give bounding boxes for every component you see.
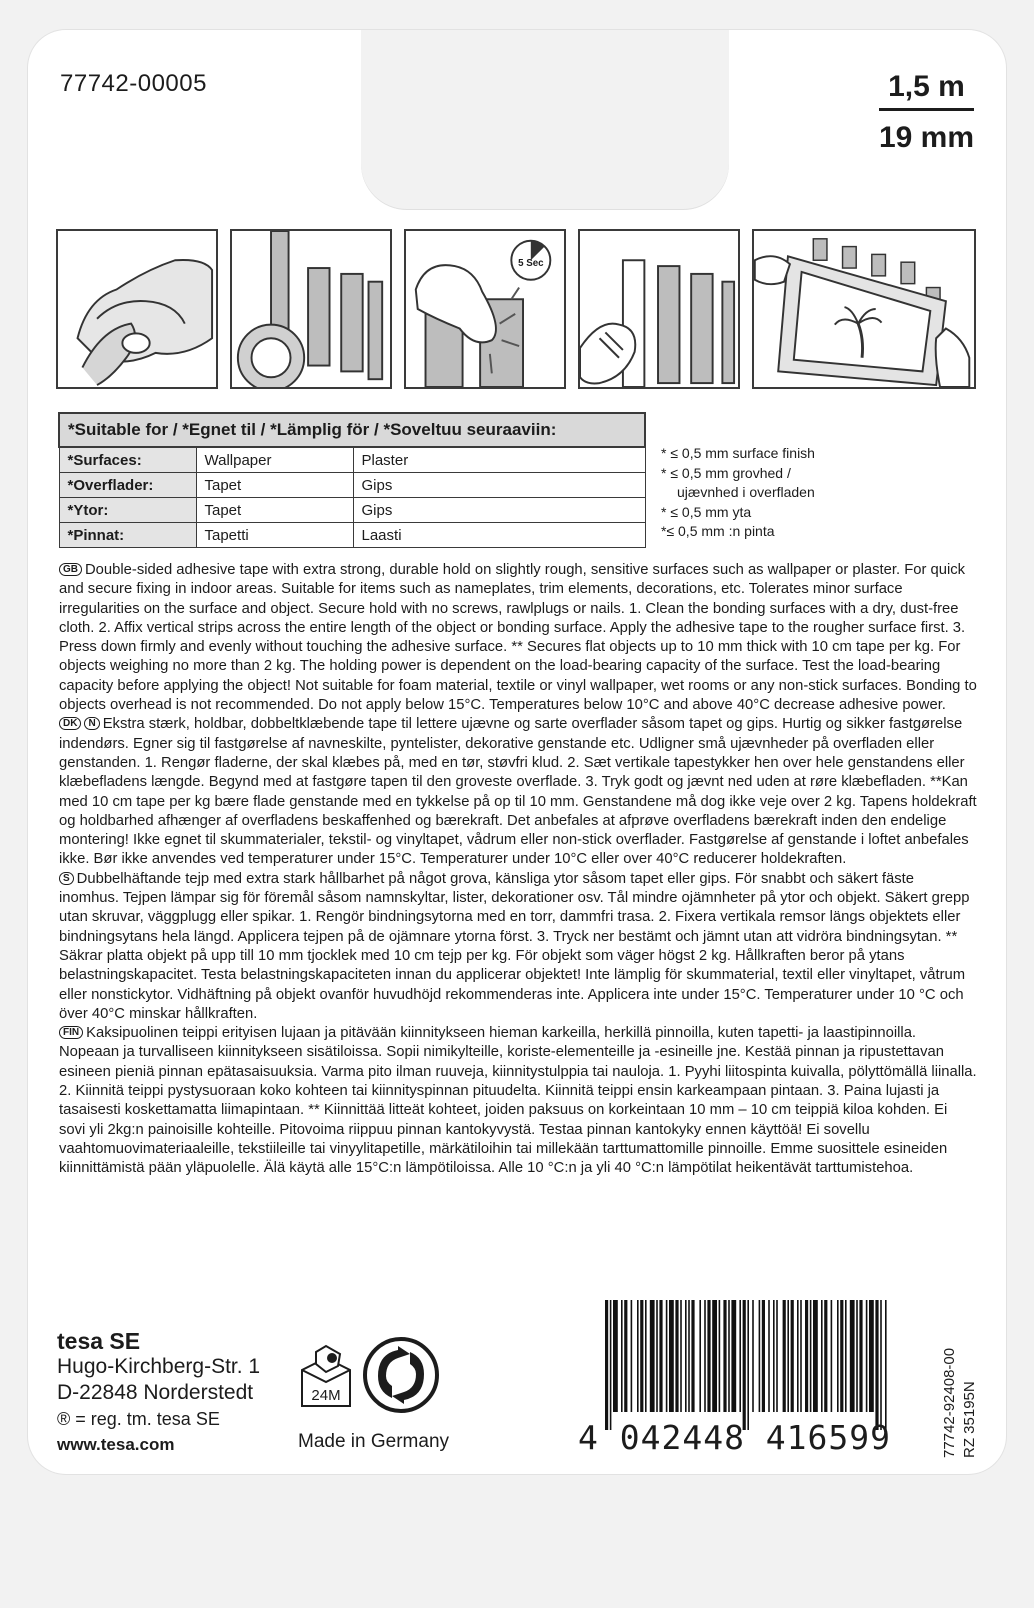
barcode-bar	[666, 1300, 668, 1412]
barcode-bar	[637, 1300, 639, 1412]
barcode-bar	[875, 1300, 878, 1430]
barcode-bar	[669, 1300, 674, 1412]
row-label: *Surfaces:	[59, 447, 196, 473]
description-s	[59, 870, 977, 1024]
barcode-bar	[797, 1300, 799, 1412]
row-label: *Ytor:	[59, 498, 196, 523]
barcode-bar	[824, 1300, 827, 1412]
barcode-bar	[605, 1300, 608, 1430]
suitability-table	[58, 412, 646, 548]
barcode-bar	[859, 1300, 862, 1412]
barcode-icon	[575, 1300, 895, 1430]
barcode-bar	[805, 1300, 808, 1412]
tape-strips-icon	[230, 229, 392, 389]
surface-notes	[661, 444, 861, 542]
barcode-bar	[691, 1300, 694, 1412]
table-row	[59, 447, 645, 473]
surface-b: Laasti	[353, 523, 645, 548]
barcode-bar	[880, 1300, 882, 1430]
description-fin	[59, 1024, 977, 1178]
barcode-bar	[688, 1300, 690, 1412]
timer-label: 5 Sec	[518, 258, 544, 270]
table-row	[59, 523, 645, 548]
surface-a: Wallpaper	[196, 447, 353, 473]
barcode-bar	[704, 1300, 706, 1412]
barcode-bar	[762, 1300, 765, 1412]
barcode-bar	[837, 1300, 839, 1412]
barcode-bar	[624, 1300, 627, 1412]
barcode-bar	[821, 1300, 823, 1412]
barcode-bar	[650, 1300, 655, 1412]
language-badge-gb: GB	[59, 563, 82, 576]
note: * ≤ 0,5 mm yta	[661, 503, 752, 520]
article-number: 77742-00005	[60, 70, 207, 97]
trademark-note: ® = reg. tm. tesa SE	[57, 1409, 220, 1429]
barcode-bar	[731, 1300, 736, 1412]
barcode-bar	[800, 1300, 802, 1412]
size-label	[879, 70, 974, 155]
barcode-bar	[723, 1300, 726, 1412]
surface-b: Gips	[353, 498, 645, 523]
barcode-bar	[675, 1300, 678, 1412]
shelf-life-icon	[298, 1344, 354, 1414]
barcode-bar	[659, 1300, 662, 1412]
product-descriptions	[59, 561, 977, 1179]
street: Hugo-Kirchberg-Str. 1	[57, 1355, 261, 1378]
barcode-bar	[866, 1300, 868, 1412]
surface-b: Plaster	[353, 447, 645, 473]
hang-hole	[361, 30, 729, 210]
barcode-bar	[885, 1300, 887, 1430]
table-row	[59, 473, 645, 498]
barcode-number: 4 042448 416599	[578, 1418, 892, 1457]
language-badge-n: N	[84, 717, 99, 730]
barcode-bar	[613, 1300, 618, 1412]
green-dot-recycle-icon	[362, 1336, 440, 1414]
barcode-bar	[739, 1300, 741, 1412]
press-timer-icon	[404, 229, 566, 389]
row-label: *Overflader:	[59, 473, 196, 498]
suitability-heading: *Suitable for / *Egnet til / *Lämplig för / *Soveltuu seuraaviin:	[59, 413, 645, 447]
description-text: Double-sided adhesive tape with extra strong, durable hold on slightly rough, sensitive surfaces such as wallpaper or plaster. For quick and secure fixing in indoor areas. Suitable for items such as nameplates, trim elements, decorations, etc. Tolerates minor surface irregularities on the surface and object. Secure hold with no screws, rawlplugs or nails. 1. Clean the bonding surfaces with a dry, dust-free cloth. 2. Affix vertical strips across the entire length of the object or bonding surface. Apply the adhesive tape to the rougher surface first. 3. Press down firmly and evenly without touching the adhesive surface. ** Secures flat objects up to 10 mm thick with 10 cm tape per kg. For objects weighing no more than 2 kg. The holding power is dependent on the load-bearing capacity of the surface. Test the load-bearing capacity before applying the object! Not suitable for foam material, textile or vinyl wallpaper, wet rooms or any non-stick surfaces. Bonding to objects overhead is not recommended. Do not apply below 15°C. Temperatures below 10°C and above 40°C decrease adhesive power.	[59, 562, 977, 714]
barcode-bar	[813, 1300, 818, 1412]
company-address	[57, 1328, 260, 1458]
table-row	[59, 498, 645, 523]
row-label: *Pinnat:	[59, 523, 196, 548]
barcode-bar	[845, 1300, 847, 1412]
barcode-bar	[631, 1300, 633, 1412]
barcode-bar	[610, 1300, 612, 1430]
barcode-bar	[728, 1300, 730, 1412]
barcode-bar	[656, 1300, 658, 1412]
note: * ≤ 0,5 mm surface finish	[661, 445, 815, 461]
barcode-bar	[787, 1300, 789, 1412]
barcode-bar	[831, 1300, 833, 1412]
barcode-bar	[747, 1300, 749, 1430]
barcode-bar	[773, 1300, 775, 1412]
note: ujævnhed i overfladen	[677, 484, 815, 500]
note: *≤ 0,5 mm :n pinta	[661, 523, 775, 539]
barcode-bar	[856, 1300, 858, 1412]
hang-picture-icon	[752, 229, 976, 389]
barcode-bar	[776, 1300, 778, 1412]
print-codes	[940, 1347, 980, 1608]
website-link[interactable]: www.tesa.com	[57, 1435, 175, 1454]
instruction-panels	[56, 229, 978, 391]
language-badge-fin: FIN	[59, 1026, 83, 1039]
barcode-bar	[840, 1300, 843, 1412]
description-gb	[59, 561, 977, 715]
city: D-22848 Norderstedt	[57, 1381, 254, 1404]
surface-b: Gips	[353, 473, 645, 498]
barcode-bar	[685, 1300, 687, 1412]
description-text: Dubbelhäftande tejp med extra stark hållbarhet på något grova, känsliga ytor såsom tapet eller gips. För snabbt och säkert fäste inomhus. Tejpen lämpar sig för föremål såsom namnskyltar, lister, dekorationer osv. Tål mindre ojämnheter på ytor och objekt. Säkert grepp utan skruvar, väggplugg eller spikar. 1. Rengör bindningsytorna med en torr, dammfri trasa. 2. Fixera vertikala remsor längs objektets eller bindningsytans hela längd. Applicera tejpen på de ojämnare ytorna först. 3. Tryck ner bestämt och jämnt utan att vidröra bindningsytan. ** Säkrar platta objekt på upp till 10 mm tjocklek med 10 cm tejp per kg. För objekt som väger högst 2 kg. Hållkraften beror på ytans belastningskapacitet. Testa belastningskapaciteten innan du applicerar objektet! Inte lämplig för skummaterial, textil eller vinyltapet, våtrum eller nonstickytor. Vidhäftning på objekt ovanför huvudhöjd rekommenderas inte. Applicera inte under 15°C. Temperaturer under 10 °C och över 40°C minskar hållkraften.	[59, 870, 970, 1022]
tape-width: 19 mm	[878, 121, 974, 154]
barcode-bar	[719, 1300, 721, 1412]
shelf-life-label: 24M	[311, 1387, 341, 1404]
print-code-b: RZ 35195N	[961, 1381, 978, 1458]
barcode-bar	[712, 1300, 717, 1412]
barcode-bar	[707, 1300, 710, 1412]
barcode-bar	[759, 1300, 761, 1412]
description-text: Kaksipuolinen teippi erityisen lujaan ja pitävään kiinnitykseen hieman karkeilla, herkillä pinnoilla, kuten tapetti- ja laastipinnoilla. Nopeaan ja turvalliseen kiinnitykseen sisätiloissa. Sopii nimikylteille, koriste-elementeille ja -esineille jne. Kestää pinnan ja ripustettavan esineen pieniä pinnan epätasaisuuksia. Varma pito ilman ruuveja, kiinnitystulppia tai nauloja. 1. Pyyhi liitospinta kuivalla, pölyttömällä liinalla. 2. Kiinnitä teippi pystysuoraan koko kohteen tai kiinnityspinnan pituudelta. Kiinnitä teippi ensin karkeampaan pintaan. 3. Paina lujasti ja tasaisesti koskettamatta liimapintaan. ** Kiinnittää litteät kohteet, joiden paksuus on korkeintaan 10 mm – 10 cm teippiä kiloa kohden. Ei sovi yli 2kg:n painoisille kohteille. Pitovoima riippuu pinnan kantokyvystä. Testaa pinnan kantokyky ennen käyttöä! Ei sovellu vaahtomuovimateriaaleille, tekstiileille tai vinyylitapetille, märkätiloihin tai millekään tarttumattomille pinnoille. Emme suosittele esineiden kiinnittämistä pään yläpuolelle. Älä käytä alle 15°C:n lämpötiloissa. Alle 10 °C:n ja yli 40 °C:n lämpötilat heikentävät tarttumistehoa.	[59, 1025, 977, 1177]
barcode-bar	[768, 1300, 770, 1412]
print-code-a: 77742-92408-00	[941, 1347, 958, 1458]
company-name: tesa SE	[57, 1328, 141, 1354]
surface-a: Tapet	[196, 498, 353, 523]
surface-a: Tapet	[196, 473, 353, 498]
description-text: Ekstra stærk, holdbar, dobbeltklæbende tape til lettere ujævne og sarte overflader såsom tapet og gips. Hurtig og sikker fastgørelse indendørs. Egner sig til fastgørelse af navneskilte, pyntelister, dekorative genstande etc. Udligner små ujævnheder på overfladen eller genstanden. 1. Rengør fladerne, der skal klæbes på, med en tør, støvfri klud. 2. Sæt vertikale tapestykker hen over hele genstandens eller klæbefladens længde. Begynd med at fastgøre tapen til den groveste overflade. 3. Tryk godt og jævnt ned uden at røre klæbefladen. **Kan med 10 cm tape per kg bære flade genstande med en tykkelse på op til 10 mm. Genstandene må dog ikke veje over 2 kg. Tapens holdekraft og holdbarhed afhænger af overfladens beskaffenhed og bærekraft. Det anbefales at afprøve overfladens bærekraft inden den endelige montering! Ikke egnet til skummaterialer, tekstil- og vinyltapet, vådrum eller non-stick overflader. Fastgørelse af genstande i loftet anbefales ikke. Bør ikke anvendes ved temperaturer under 15°C. Temperaturer under 10°C eller over 40°C reducerer holdekraften.	[59, 716, 977, 868]
barcode-bar	[699, 1300, 701, 1412]
language-badge-dk: DK	[59, 717, 81, 730]
barcode-bar	[621, 1300, 623, 1412]
surface-a: Tapetti	[196, 523, 353, 548]
made-in-label: Made in Germany	[298, 1431, 450, 1452]
tape-length: 1,5 m	[879, 70, 974, 111]
barcode-bar	[850, 1300, 855, 1412]
cleaning-cloth-icon	[56, 229, 218, 389]
barcode-bar	[810, 1300, 812, 1412]
barcode-bar	[783, 1300, 786, 1412]
barcode-bar	[640, 1300, 643, 1412]
barcode-bar	[752, 1300, 754, 1412]
barcode-bar	[791, 1300, 794, 1412]
barcode-bar	[743, 1300, 746, 1430]
barcode-bar	[680, 1300, 682, 1412]
description-dk	[59, 715, 977, 869]
apply-tape-icon	[578, 229, 740, 389]
note: * ≤ 0,5 mm grovhed /	[661, 464, 791, 481]
barcode-bar	[869, 1300, 874, 1412]
barcode-bar	[645, 1300, 647, 1412]
language-badge-s: S	[59, 872, 74, 885]
